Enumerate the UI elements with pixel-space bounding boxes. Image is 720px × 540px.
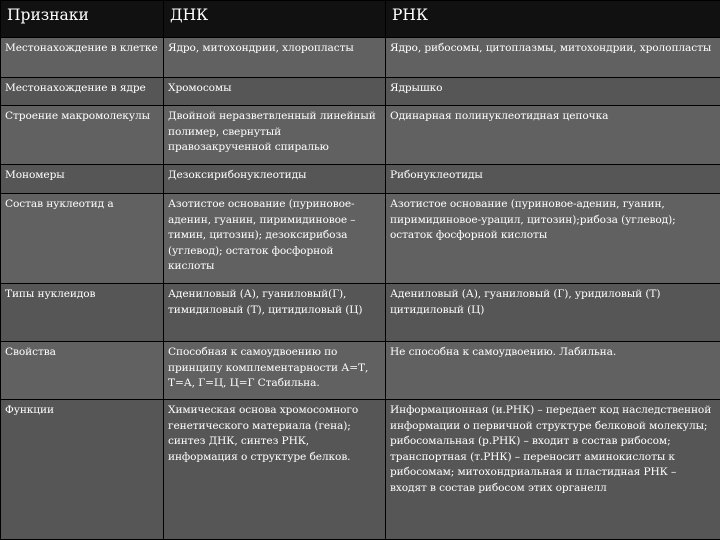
table-row	[1, 284, 720, 342]
feature-cell: Строение макромолекулы	[1, 106, 164, 165]
rna-cell: Ядрышко	[386, 78, 720, 106]
rna-cell: Информационная (и.РНК) – передает код наследственной информации о первичной структуре белковой молекулы; рибосомальная (р.РНК) – входит в состав рибосом; транспортная (т.РНК) – переносит аминокислоты к рибосомам; митохондриальная и пластидная РНК – входят в состав рибосом этих органелл	[386, 400, 720, 540]
feature-cell: Типы нуклеидов	[1, 284, 164, 342]
table-row	[1, 106, 720, 165]
dna-cell: Хромосомы	[164, 78, 386, 106]
table-row	[1, 400, 720, 540]
dna-cell: Химическая основа хромосомного генетического материала (гена); синтез ДНК, синтез РНК, информация о структуре белков.	[164, 400, 386, 540]
feature-cell: Местонахождение в ядре	[1, 78, 164, 106]
dna-cell: Способная к самоудвоению по принципу комплементарности А=Т, Т=А, Г=Ц, Ц=Г Стабильна.	[164, 342, 386, 400]
feature-cell: Местонахождение в клетке	[1, 38, 164, 78]
rna-cell: Адениловый (А), гуаниловый (Г), уридиловый (Т) цитидиловый (Ц)	[386, 284, 720, 342]
feature-cell: Функции	[1, 400, 164, 540]
rna-cell: Не способна к самоудвоению. Лабильна.	[386, 342, 720, 400]
header-rna: РНК	[386, 1, 720, 38]
dna-cell: Дезоксирибонуклеотиды	[164, 165, 386, 194]
rna-cell: Рибонуклеотиды	[386, 165, 720, 194]
table-row	[1, 194, 720, 284]
feature-cell: Состав нуклеотид а	[1, 194, 164, 284]
table-row	[1, 165, 720, 194]
dna-cell: Двойной неразветвленный линейный полимер, свернутый правозакрученной спиралью	[164, 106, 386, 165]
feature-cell: Свойства	[1, 342, 164, 400]
table-row	[1, 78, 720, 106]
dna-cell: Азотистое основание (пуриновое-аденин, гуанин, пиримидиновое – тимин, цитозин); дезоксирибоза (углевод); остаток фосфорной кислоты	[164, 194, 386, 284]
rna-cell: Одинарная полинуклеотидная цепочка	[386, 106, 720, 165]
dna-cell: Ядро, митохондрии, хлоропласты	[164, 38, 386, 78]
feature-cell: Мономеры	[1, 165, 164, 194]
table-row	[1, 342, 720, 400]
rna-cell: Азотистое основание (пуриновое-аденин, гуанин, пиримидиновое-урацил, цитозин);рибоза (углевод); остаток фосфорной кислоты	[386, 194, 720, 284]
header-features: Признаки	[1, 1, 164, 38]
header-dna: ДНК	[164, 1, 386, 38]
dna-cell: Адениловый (А), гуаниловый(Г), тимидиловый (Т), цитидиловый (Ц)	[164, 284, 386, 342]
table-row	[1, 38, 720, 78]
rna-cell: Ядро, рибосомы, цитоплазмы, митохондрии, хролопласты	[386, 38, 720, 78]
table-header-row	[1, 1, 720, 38]
